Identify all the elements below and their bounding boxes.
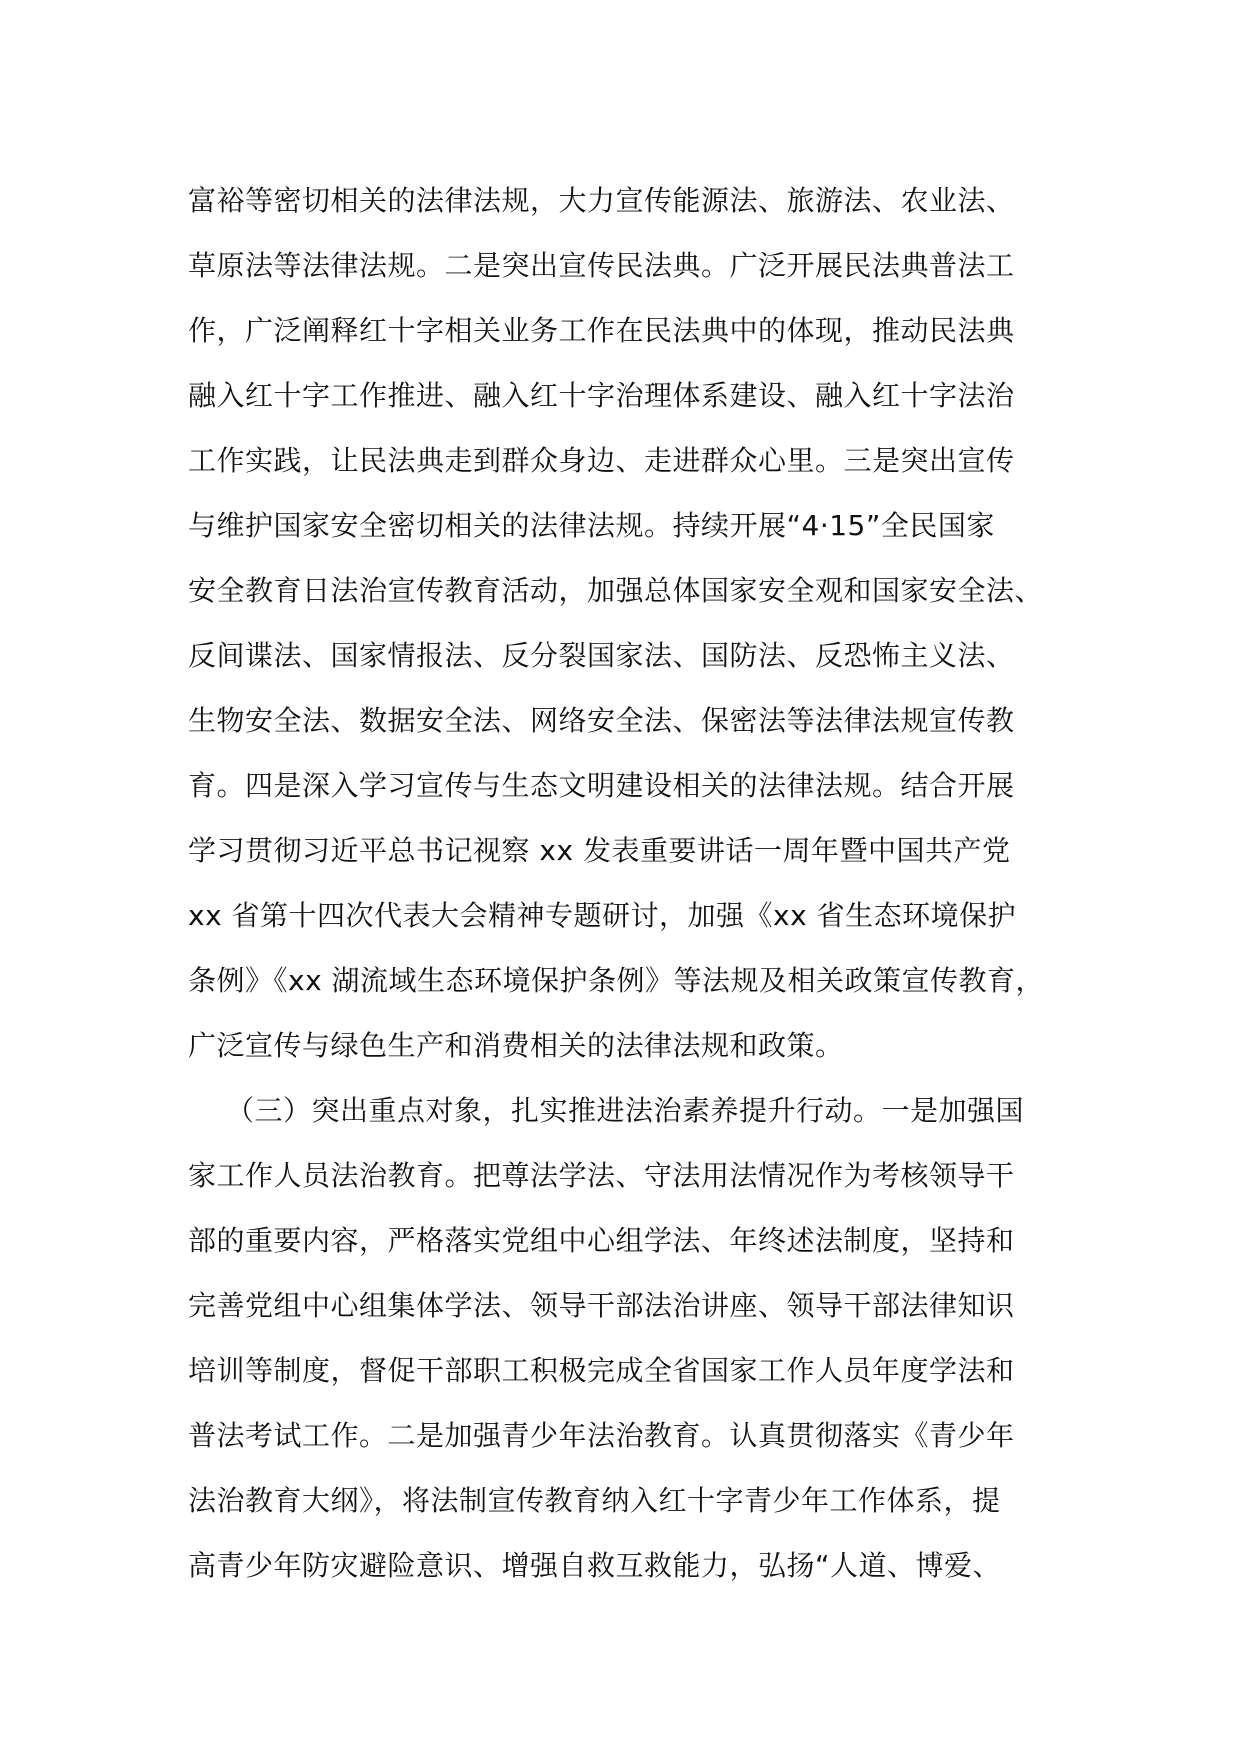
text-line: 高青少年防灾避险意识、增强自救互救能力，弘扬“人道、博爱、 <box>188 1549 1002 1582</box>
text-line: 草原法等法律法规。二是突出宣传民法典。广泛开展民法典普法工 <box>188 249 1015 282</box>
text-line: 安全教育日法治宣传教育活动，加强总体国家安全观和国家安全法、 <box>188 574 1044 607</box>
section-heading-line: （三）突出重点对象，扎实推进法治素养提升行动。一是加强国 <box>226 1094 1025 1127</box>
text-line: 富裕等密切相关的法律法规，大力宣传能源法、旅游法、农业法、 <box>188 184 1015 217</box>
text-line: 工作实践，让民法典走到群众身边、走进群众心里。三是突出宣传 <box>188 444 1015 477</box>
text-line: 家工作人员法治教育。把尊法学法、守法用法情况作为考核领导干 <box>188 1159 1015 1192</box>
text-line: 完善党组中心组集体学法、领导干部法治讲座、领导干部法律知识 <box>188 1289 1015 1322</box>
text-line: 作，广泛阐释红十字相关业务工作在民法典中的体现，推动民法典 <box>188 314 1015 347</box>
text-line: xx 省第十四次代表大会精神专题研讨，加强《xx 省生态环境保护 <box>188 899 1017 932</box>
text-line: 育。四是深入学习宣传与生态文明建设相关的法律法规。结合开展 <box>188 769 1015 802</box>
text-line: 融入红十字工作推进、融入红十字治理体系建设、融入红十字法治 <box>188 379 1015 412</box>
text-line: 普法考试工作。二是加强青少年法治教育。认真贯彻落实《青少年 <box>188 1419 1015 1452</box>
body-text <box>188 168 1068 1598</box>
text-line: 与维护国家安全密切相关的法律法规。持续开展“4·15”全民国家 <box>188 509 995 542</box>
text-line: 部的重要内容，严格落实党组中心组学法、年终述法制度，坚持和 <box>188 1224 1015 1257</box>
text-line: 生物安全法、数据安全法、网络安全法、保密法等法律法规宣传教 <box>188 704 1015 737</box>
text-line: 培训等制度，督促干部职工积极完成全省国家工作人员年度学法和 <box>188 1354 1015 1387</box>
text-line: 法治教育大纲》，将法制宣传教育纳入红十字青少年工作体系，提 <box>188 1484 1001 1517</box>
text-line: 反间谍法、国家情报法、反分裂国家法、国防法、反恐怖主义法、 <box>188 639 1015 672</box>
text-line: 条例》《xx 湖流域生态环境保护条例》等法规及相关政策宣传教育， <box>188 964 1045 997</box>
text-line: 广泛宣传与绿色生产和消费相关的法律法规和政策。 <box>188 1029 844 1062</box>
text-line: 学习贯彻习近平总书记视察 xx 发表重要讲话一周年暨中国共产党 <box>188 834 1011 867</box>
